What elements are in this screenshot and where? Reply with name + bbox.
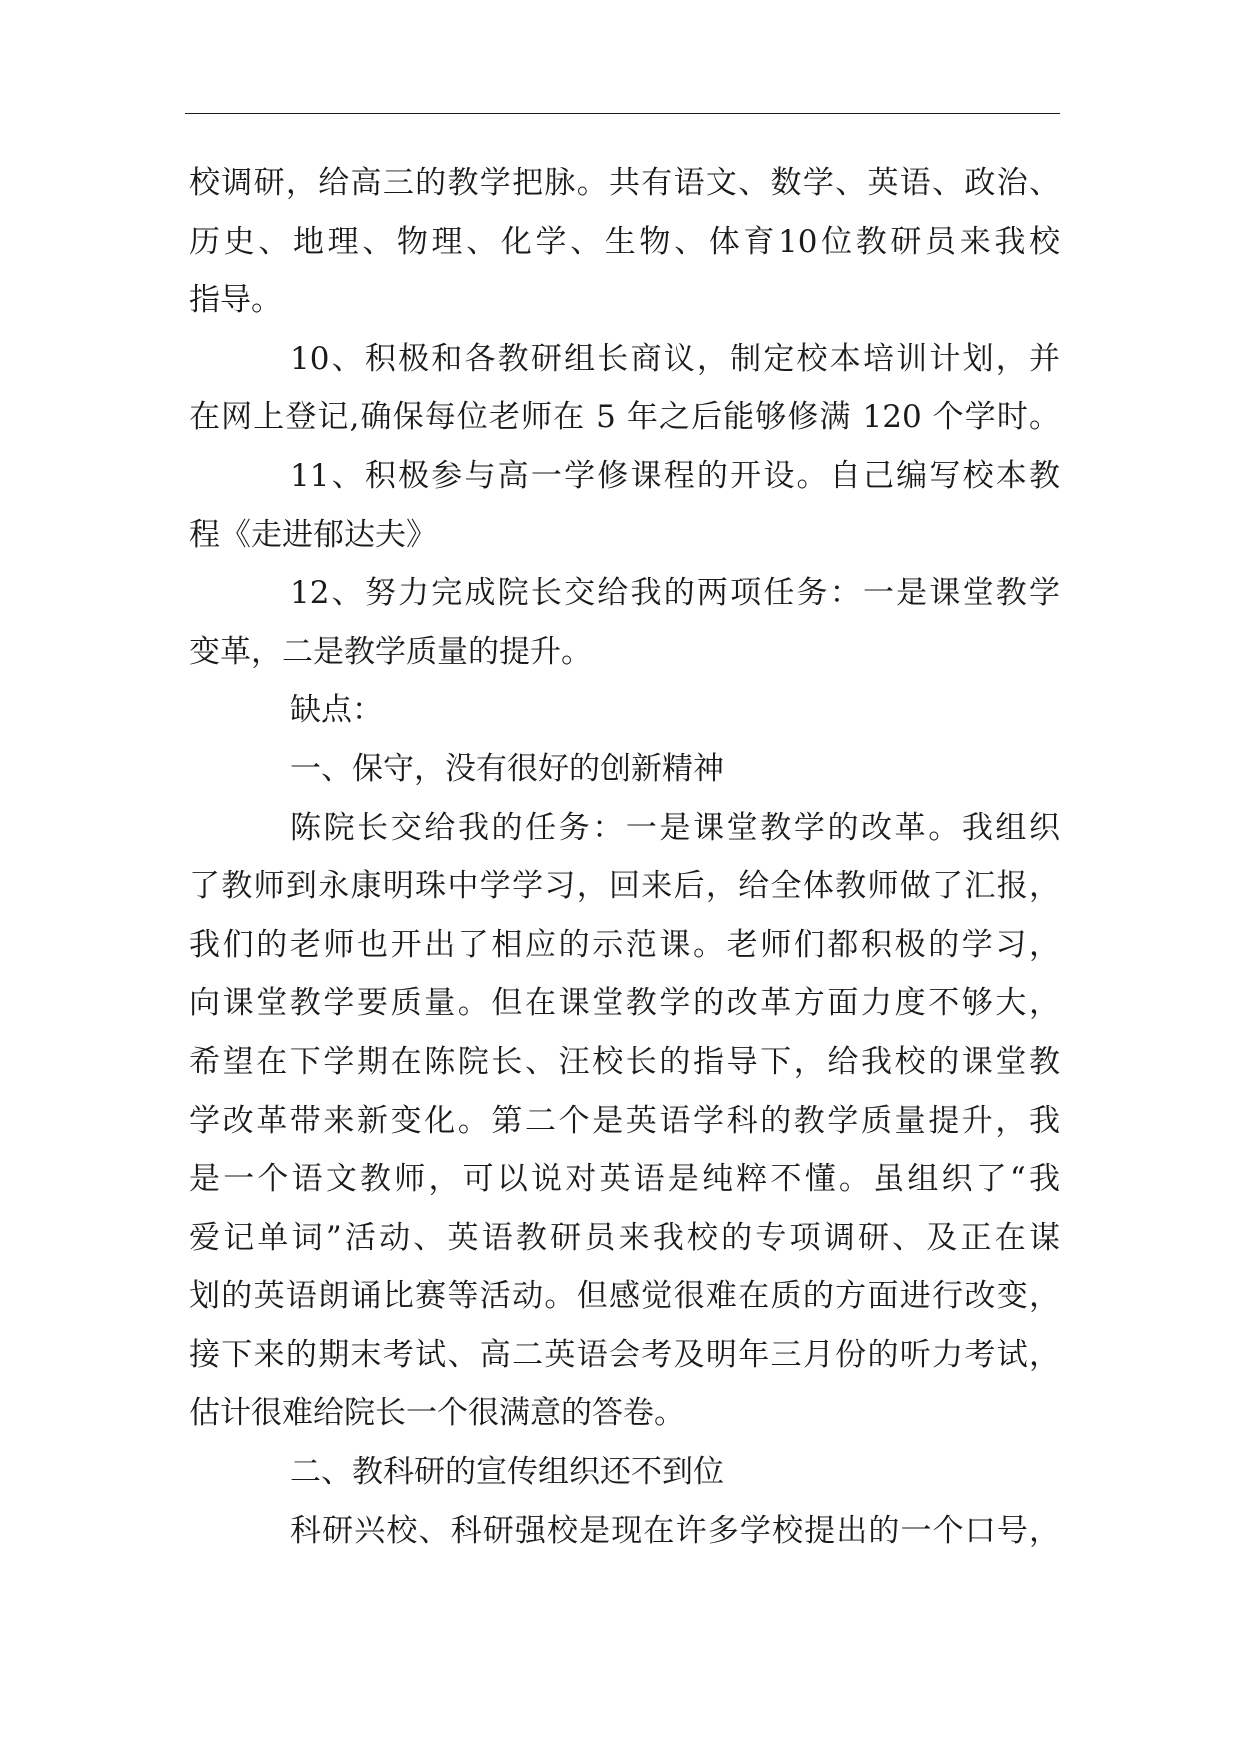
body-text [189,154,1060,1560]
text-line: 估计很难给院长一个很满意的答卷。 [189,1395,685,1432]
text-line: 历史、地理、物理、化学、生物、体育10位教研员来我校 [189,223,1060,260]
text-line: 在网上登记,确保每位老师在 5 年之后能够修满 120 个学时。 [189,399,1060,436]
header-rule [185,113,1060,114]
text-line: 校调研，给高三的教学把脉。共有语文、数学、英语、政治、 [189,165,1060,201]
text-line: 我们的老师也开出了相应的示范课。老师们都积极的学习， [189,926,1060,963]
section-heading: 缺点： [290,692,383,729]
text-line: 变革，二是教学质量的提升。 [189,633,592,670]
paragraph-start-line: 12、努力完成院长交给我的两项任务：一是课堂教学 [290,575,1060,612]
section-heading: 二、教科研的宣传组织还不到位 [290,1454,724,1491]
section-heading: 一、保守，没有很好的创新精神 [290,750,724,787]
paragraph-start-line: 陈院长交给我的任务：一是课堂教学的改革。我组织 [290,809,1060,846]
paragraph-start-line: 10、积极和各教研组长商议，制定校本培训计划，并 [290,340,1060,377]
text-line: 程《走进郁达夫》 [189,516,437,553]
text-line: 是一个语文教师，可以说对英语是纯粹不懂。虽组织了“我 [189,1161,1060,1198]
text-line: 指导。 [189,282,282,319]
text-line: 爱记单词”活动、英语教研员来我校的专项调研、及正在谋 [189,1219,1060,1256]
paragraph-start-line: 科研兴校、科研强校是现在许多学校提出的一个口号， [290,1512,1060,1549]
paragraph-start-line: 11、积极参与高一学修课程的开设。自己编写校本教 [290,457,1060,494]
text-line: 希望在下学期在陈院长、汪校长的指导下，给我校的课堂教 [189,1043,1060,1080]
text-line: 划的英语朗诵比赛等活动。但感觉很难在质的方面进行改变， [189,1278,1060,1315]
text-line: 了教师到永康明珠中学学习，回来后，给全体教师做了汇报， [189,868,1060,905]
text-line: 接下来的期末考试、高二英语会考及明年三月份的听力考试， [189,1336,1060,1373]
text-line: 向课堂教学要质量。但在课堂教学的改革方面力度不够大， [189,985,1060,1022]
text-line: 学改革带来新变化。第二个是英语学科的教学质量提升，我 [189,1102,1060,1139]
